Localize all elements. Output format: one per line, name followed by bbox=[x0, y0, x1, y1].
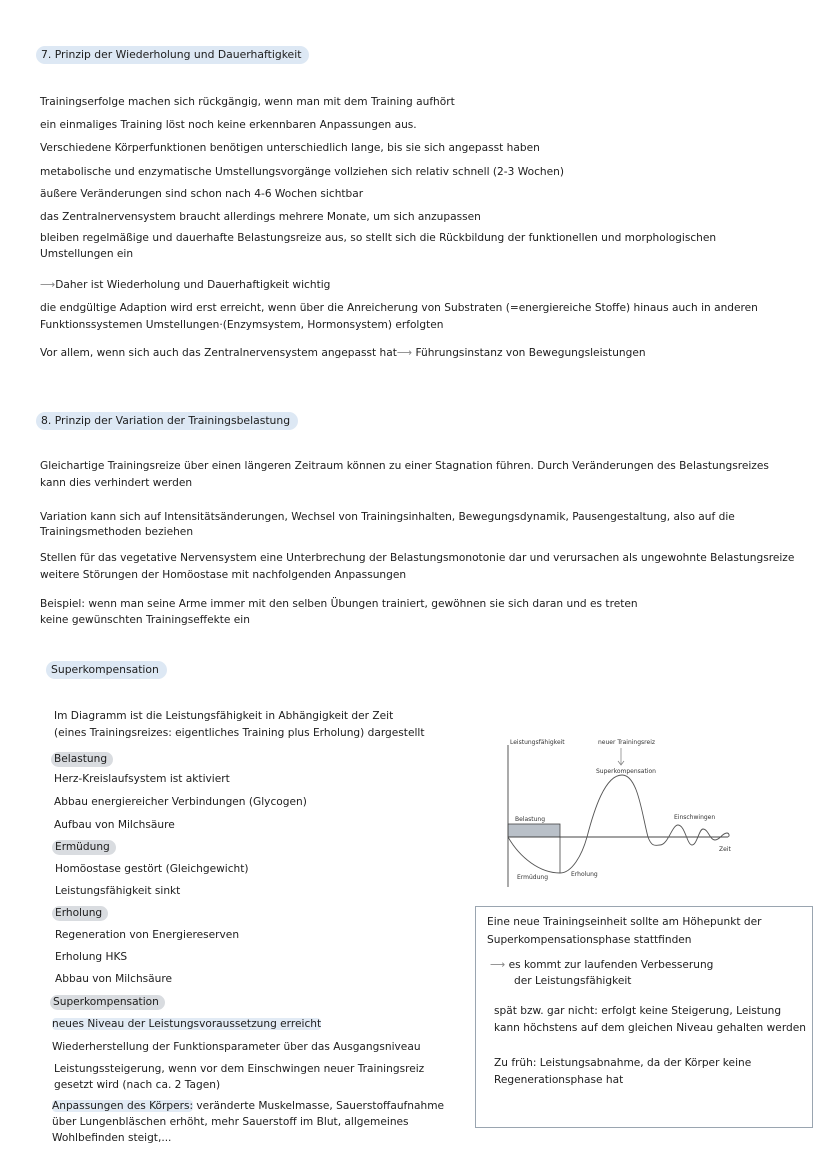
load-box bbox=[508, 824, 560, 837]
conclusion-line: ⟶Daher ist Wiederholung und Dauerhaftigkeit wichtig bbox=[40, 279, 331, 291]
tag-superkompensation: Superkompensation bbox=[50, 995, 165, 1010]
text-line: Variation kann sich auf Intensitätsänderungen, Wechsel von Trainingsinhalten, Bewegungsdynamik, Pausengestaltung, also auf die bbox=[40, 511, 735, 523]
list-item: Wohlbefinden steigt,... bbox=[52, 1132, 172, 1144]
text-line: Verschiedene Körperfunktionen benötigen unterschiedlich lange, bis sie sich angepasst haben bbox=[40, 142, 540, 154]
box-line: spät bzw. gar nicht: erfolgt keine Steigerung, Leistung bbox=[494, 1005, 782, 1017]
text-line: Umstellungen ein bbox=[40, 248, 134, 260]
text-line: Trainingserfolge machen sich rückgängig, wenn man mit dem Training aufhört bbox=[40, 96, 455, 108]
arrow-right-icon: ⟶ bbox=[396, 347, 416, 359]
text-line: metabolische und enzymatische Umstellungsvorgänge vollziehen sich relativ schnell (2-3 Wochen) bbox=[40, 166, 564, 178]
text-line: die endgültige Adaption wird erst erreicht, wenn über die Anreicherung von Substraten (=energiereiche Stoffe) hinaus auch in anderen bbox=[40, 302, 758, 314]
box-line: der Leistungsfähigkeit bbox=[514, 975, 632, 987]
tag-erholung: Erholung bbox=[52, 906, 108, 921]
list-item: Abbau von Milchsäure bbox=[55, 973, 173, 985]
list-item: Leistungssteigerung, wenn vor dem Einschwingen neuer Trainingsreiz bbox=[54, 1063, 425, 1075]
tag-belastung: Belastung bbox=[51, 752, 113, 767]
section-8-heading: 8. Prinzip der Variation der Trainingsbelastung bbox=[36, 412, 298, 430]
text-line: Gleichartige Trainingsreize über einen längeren Zeitraum können zu einer Stagnation führen. Durch Veränderungen des Belastungsreizes bbox=[40, 460, 769, 472]
text-line: kann dies verhindert werden bbox=[40, 477, 193, 489]
list-item: gesetzt wird (nach ca. 2 Tagen) bbox=[54, 1079, 221, 1091]
new-stimulus-label: neuer Trainingsreiz bbox=[598, 739, 656, 746]
text-line: Funktionssystemen Umstellungen·(Enzymsystem, Hormonsystem) erfolgten bbox=[40, 319, 444, 331]
text-line: Stellen für das vegetative Nervensystem eine Unterbrechung der Belastungsmonotonie dar und verursachen als ungewohnte Belastungsreize bbox=[40, 552, 795, 564]
box-line: ⟶ es kommt zur laufenden Verbesserung bbox=[490, 959, 714, 971]
list-item: Abbau energiereicher Verbindungen (Glycogen) bbox=[54, 796, 307, 808]
text-line: das Zentralnervensystem braucht allerdings mehrere Monate, um sich anzupassen bbox=[40, 211, 481, 223]
arrow-right-icon: ⟶ bbox=[40, 279, 56, 291]
peak-label: Superkompensation bbox=[596, 768, 656, 775]
list-item: neues Niveau der Leistungsvoraussetzung erreicht bbox=[52, 1018, 322, 1030]
list-item: Aufbau von Milchsäure bbox=[54, 819, 175, 831]
text-line: weitere Störungen der Homöostase mit nachfolgenden Anpassungen bbox=[40, 569, 407, 581]
arrow-right-icon: ⟶ bbox=[490, 959, 509, 971]
box-line: Zu früh: Leistungsabnahme, da der Körper keine bbox=[494, 1057, 752, 1069]
list-item: Leistungsfähigkeit sinkt bbox=[55, 885, 181, 897]
text-line: Im Diagramm ist die Leistungsfähigkeit in Abhängigkeit der Zeit bbox=[54, 710, 394, 722]
section-7-heading: 7. Prinzip der Wiederholung und Dauerhaftigkeit bbox=[36, 46, 309, 64]
text-line: Vor allem, wenn sich auch das Zentralnervensystem angepasst hat⟶ Führungsinstanz von Bewegungsleistungen bbox=[40, 347, 646, 359]
list-item: Anpassungen des Körpers: veränderte Muskelmasse, Sauerstoffaufnahme bbox=[52, 1100, 445, 1112]
list-item: Wiederherstellung der Funktionsparameter über das Ausgangsniveau bbox=[52, 1041, 421, 1053]
box-line: Superkompensationsphase stattfinden bbox=[487, 934, 692, 946]
box-line: Regenerationsphase hat bbox=[494, 1074, 624, 1086]
superkompensation-diagram bbox=[490, 730, 770, 890]
tag-ermuedung: Ermüdung bbox=[52, 840, 116, 855]
superkompensation-heading: Superkompensation bbox=[46, 661, 167, 679]
text-line: Trainingsmethoden beziehen bbox=[40, 526, 194, 538]
text-line: äußere Veränderungen sind schon nach 4-6 Wochen sichtbar bbox=[40, 188, 364, 200]
note-box bbox=[475, 906, 813, 1128]
recovery-label: Erholung bbox=[571, 871, 598, 878]
list-item: über Lungenbläschen erhöht, mehr Sauerstoff im Blut, allgemeines bbox=[52, 1116, 409, 1128]
fatigue-label: Ermüdung bbox=[517, 874, 549, 881]
settling-label: Einschwingen bbox=[674, 814, 716, 821]
text-line: bleiben regelmäßige und dauerhafte Belastungsreize aus, so stellt sich die Rückbildung der funktionellen und morphologischen bbox=[40, 232, 717, 244]
list-item: Erholung HKS bbox=[55, 951, 128, 963]
text-line: keine gewünschten Trainingseffekte ein bbox=[40, 614, 250, 626]
list-item: Regeneration von Energiereserven bbox=[55, 929, 240, 941]
x-axis-label: Zeit bbox=[719, 846, 731, 853]
text-line: (eines Trainingsreizes: eigentliches Training plus Erholung) dargestellt bbox=[54, 727, 425, 739]
load-label: Belastung bbox=[515, 816, 546, 823]
box-line: Eine neue Trainingseinheit sollte am Höhepunkt der bbox=[487, 916, 762, 928]
list-item: Homöostase gestört (Gleichgewicht) bbox=[55, 863, 249, 875]
text-line: ein einmaliges Training löst noch keine erkennbaren Anpassungen aus. bbox=[40, 119, 417, 131]
y-axis-label: Leistungsfähigkeit bbox=[510, 739, 565, 746]
list-item: Herz-Kreislaufsystem ist aktiviert bbox=[54, 773, 230, 785]
text-line: Beispiel: wenn man seine Arme immer mit den selben Übungen trainiert, gewöhnen sie sich daran und es treten bbox=[40, 598, 638, 610]
box-line: kann höchstens auf dem gleichen Niveau gehalten werden bbox=[494, 1022, 806, 1034]
